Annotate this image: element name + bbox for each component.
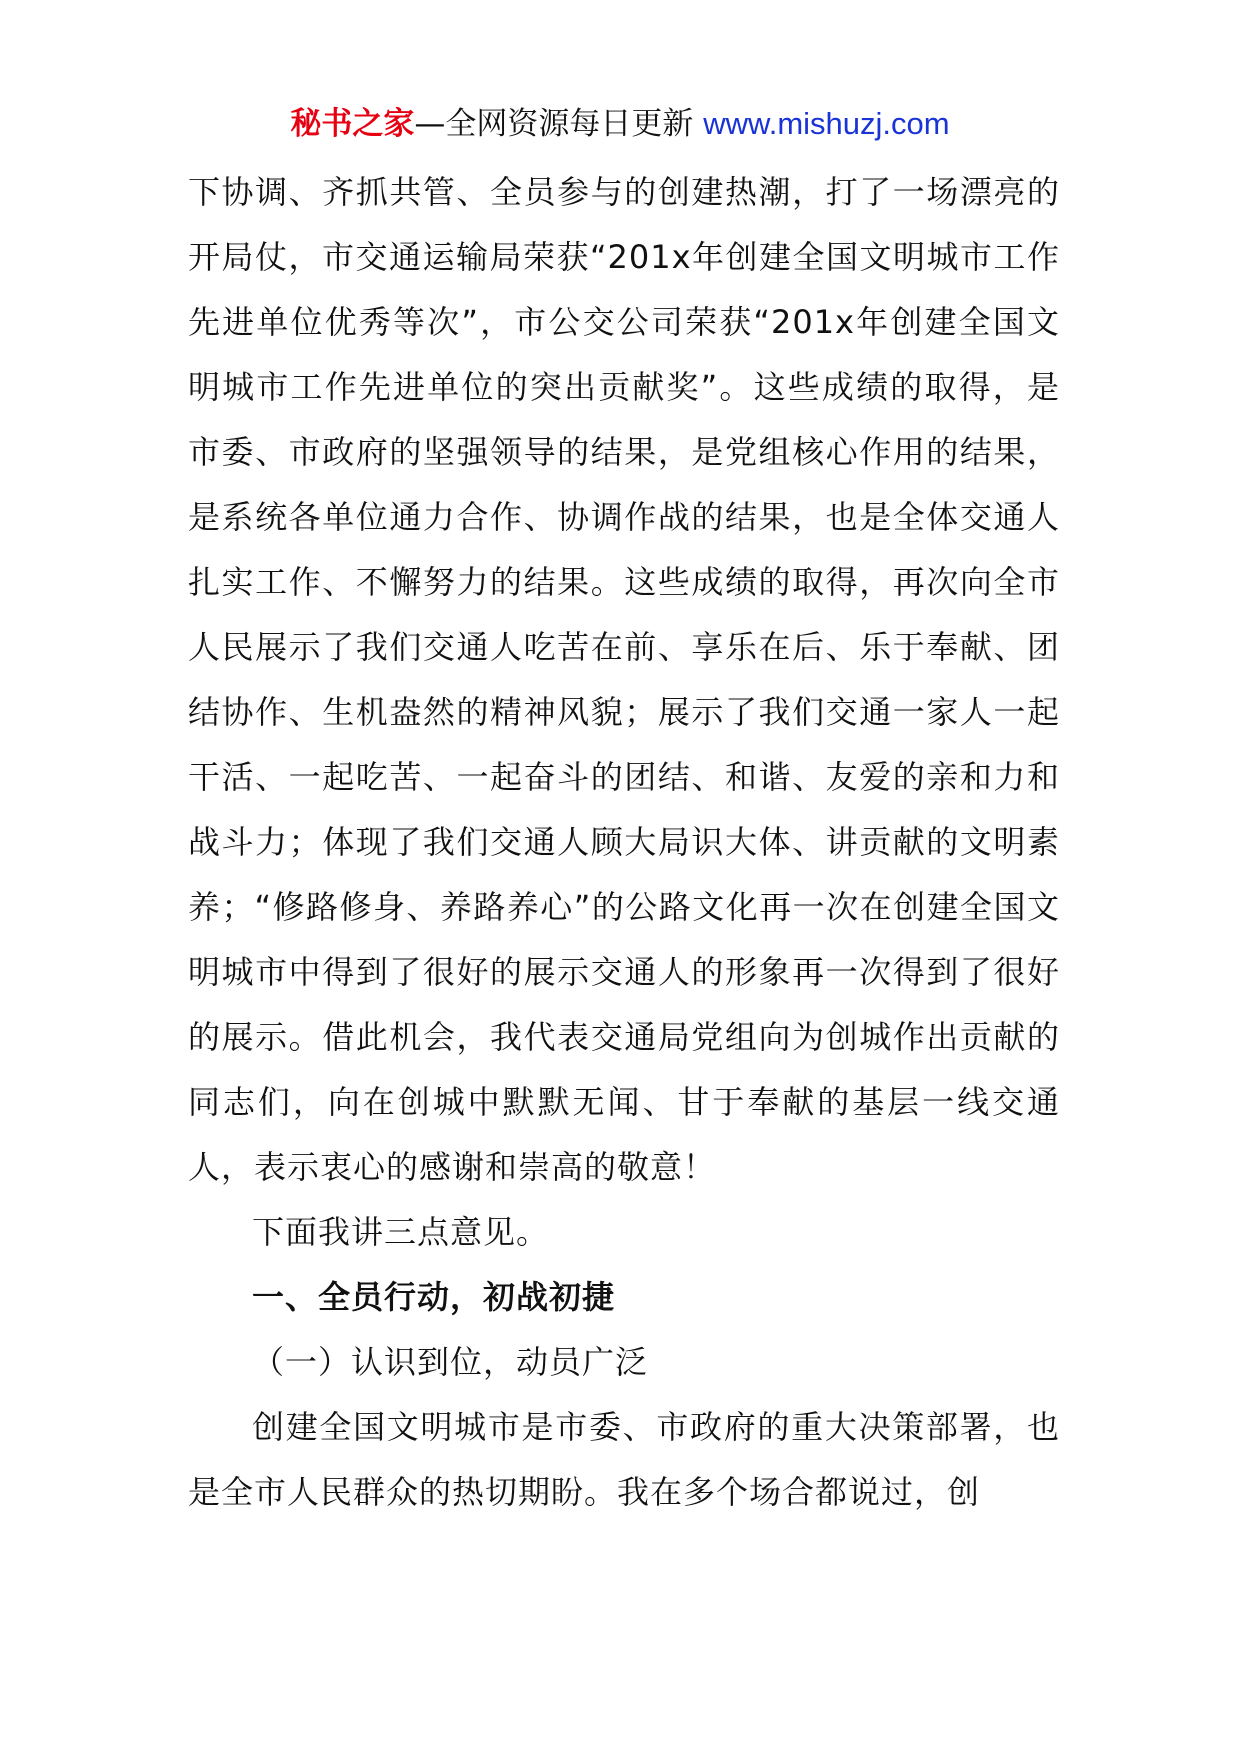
paragraph-achievements: 下协调、齐抓共管、全员参与的创建热潮，打了一场漂亮的开局仗，市交通运输局荣获“201x年创建全国文明城市工作先进单位优秀等次”，市公交公司荣获“201x年创建全国文明城市工作先进单位的突出贡献奖”。这些成绩的取得，是市委、市政府的坚强领导的结果，是党组核心作用的结果，是系统各单位通力合作、协调作战的结果，也是全体交通人扎实工作、不懈努力的结果。这些成绩的取得，再次向全市人民展示了我们交通人吃苦在前、享乐在后、乐于奉献、团结协作、生机盎然的精神风貌；展示了我们交通一家人一起干活、一起吃苦、一起奋斗的团结、和谐、友爱的亲和力和战斗力；体现了我们交通人顾大局识大体、讲贡献的文明素养；“修路修身、养路养心”的公路文化再一次在创建全国文明城市中得到了很好的展示交通人的形象再一次得到了很好的展示。借此机会，我代表交通局党组向为创城作出贡献的同志们，向在创城中默默无闻、甘于奉献的基层一线交通人，表示衷心的感谢和崇高的敬意！ <box>188 173 1060 1186</box>
subsection-heading-1: （一）认识到位，动员广泛 <box>252 1343 649 1381</box>
paragraph-create-city: 创建全国文明城市是市委、市政府的重大决策部署，也是全市人民群众的热切期盼。我在多个场合都说过，创 <box>188 1408 1060 1511</box>
brand-name: 秘书之家 <box>290 106 415 142</box>
paragraph-intro-points: 下面我讲三点意见。 <box>252 1213 550 1251</box>
document-body <box>188 160 1060 1525</box>
section-heading-1: 一、全员行动，初战初捷 <box>252 1278 616 1316</box>
header-url-link[interactable]: www.mishuzj.com <box>703 106 950 141</box>
page-header <box>0 102 1240 146</box>
header-tagline: —全网资源每日更新 <box>414 106 694 142</box>
